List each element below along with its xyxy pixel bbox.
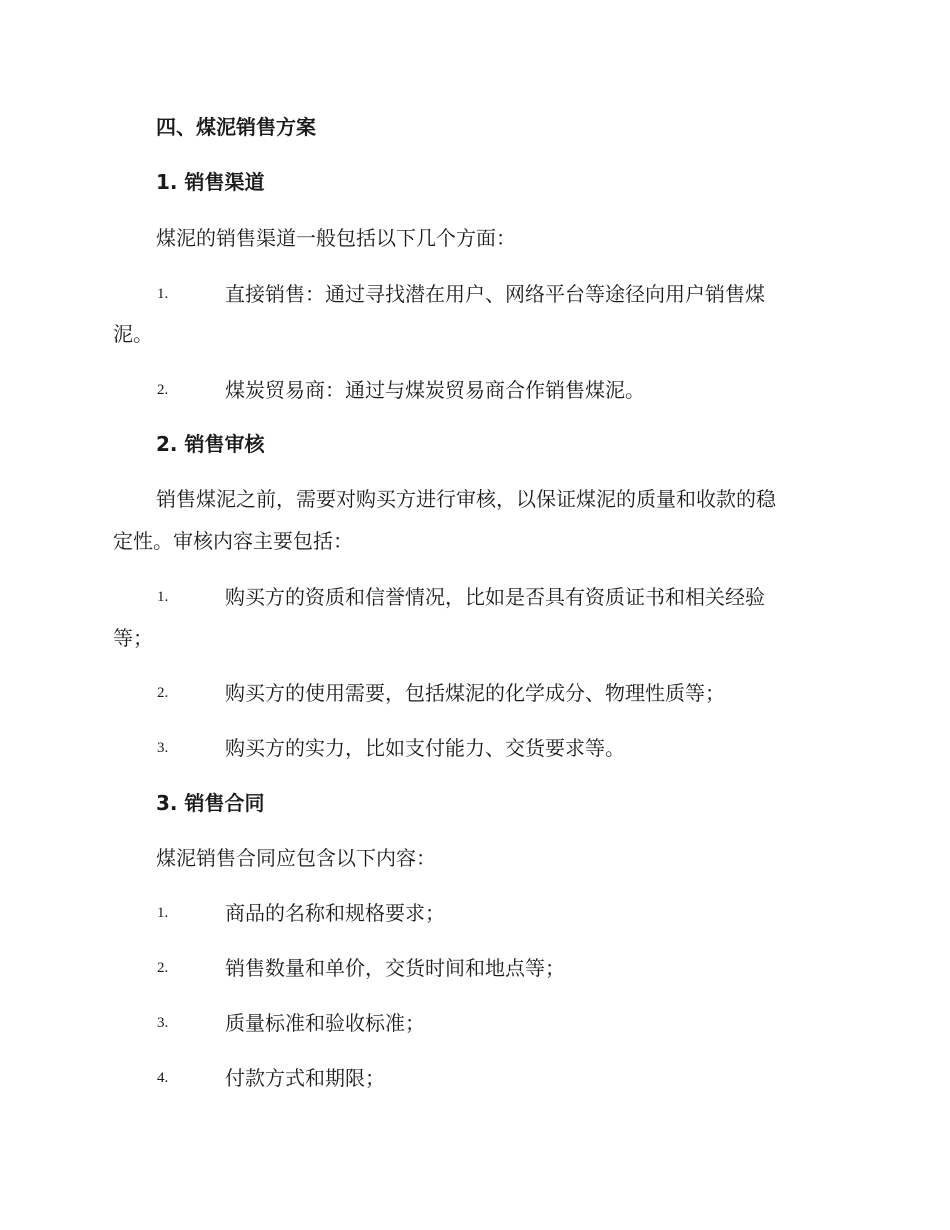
list-number: 2. — [157, 960, 169, 976]
list-number: 1. — [157, 905, 169, 921]
list-number: 3. — [157, 1015, 169, 1031]
list-item-text: 直接销售：通过寻找潜在用户、网络平台等途径向用户销售煤 — [225, 282, 765, 306]
list-item-text: 购买方的资质和信誉情况，比如是否具有资质证书和相关经验 — [225, 585, 765, 609]
list-number: 1. — [157, 286, 169, 302]
list-item-text: 销售数量和单价，交货时间和地点等； — [225, 956, 565, 980]
list-number: 2. — [157, 382, 169, 398]
list-item-text: 商品的名称和规格要求； — [225, 901, 445, 925]
heading-sales-contract: 3. 销售合同 — [156, 791, 265, 815]
list-item-text: 购买方的使用需要，包括煤泥的化学成分、物理性质等； — [225, 681, 725, 705]
list-item-text-continued: 等； — [113, 626, 153, 650]
list-item-text: 煤炭贸易商：通过与煤炭贸易商合作销售煤泥。 — [225, 378, 645, 402]
list-item-text-continued: 泥。 — [113, 322, 153, 346]
paragraph-audit-intro-continued: 定性。审核内容主要包括： — [113, 529, 353, 553]
heading-sales-audit: 2. 销售审核 — [156, 432, 265, 456]
section-title: 四、煤泥销售方案 — [156, 115, 316, 139]
paragraph-channels-intro: 煤泥的销售渠道一般包括以下几个方面： — [156, 226, 516, 250]
list-item-text: 购买方的实力，比如支付能力、交货要求等。 — [225, 736, 625, 760]
list-number: 3. — [157, 740, 169, 756]
paragraph-contract-intro: 煤泥销售合同应包含以下内容： — [156, 846, 436, 870]
list-item-text: 付款方式和期限； — [225, 1066, 385, 1090]
list-number: 2. — [157, 685, 169, 701]
list-number: 4. — [157, 1070, 169, 1086]
paragraph-audit-intro: 销售煤泥之前，需要对购买方进行审核，以保证煤泥的质量和收款的稳 — [156, 487, 776, 511]
list-number: 1. — [157, 589, 169, 605]
list-item-text: 质量标准和验收标准； — [225, 1011, 425, 1035]
heading-sales-channels: 1. 销售渠道 — [156, 170, 265, 194]
